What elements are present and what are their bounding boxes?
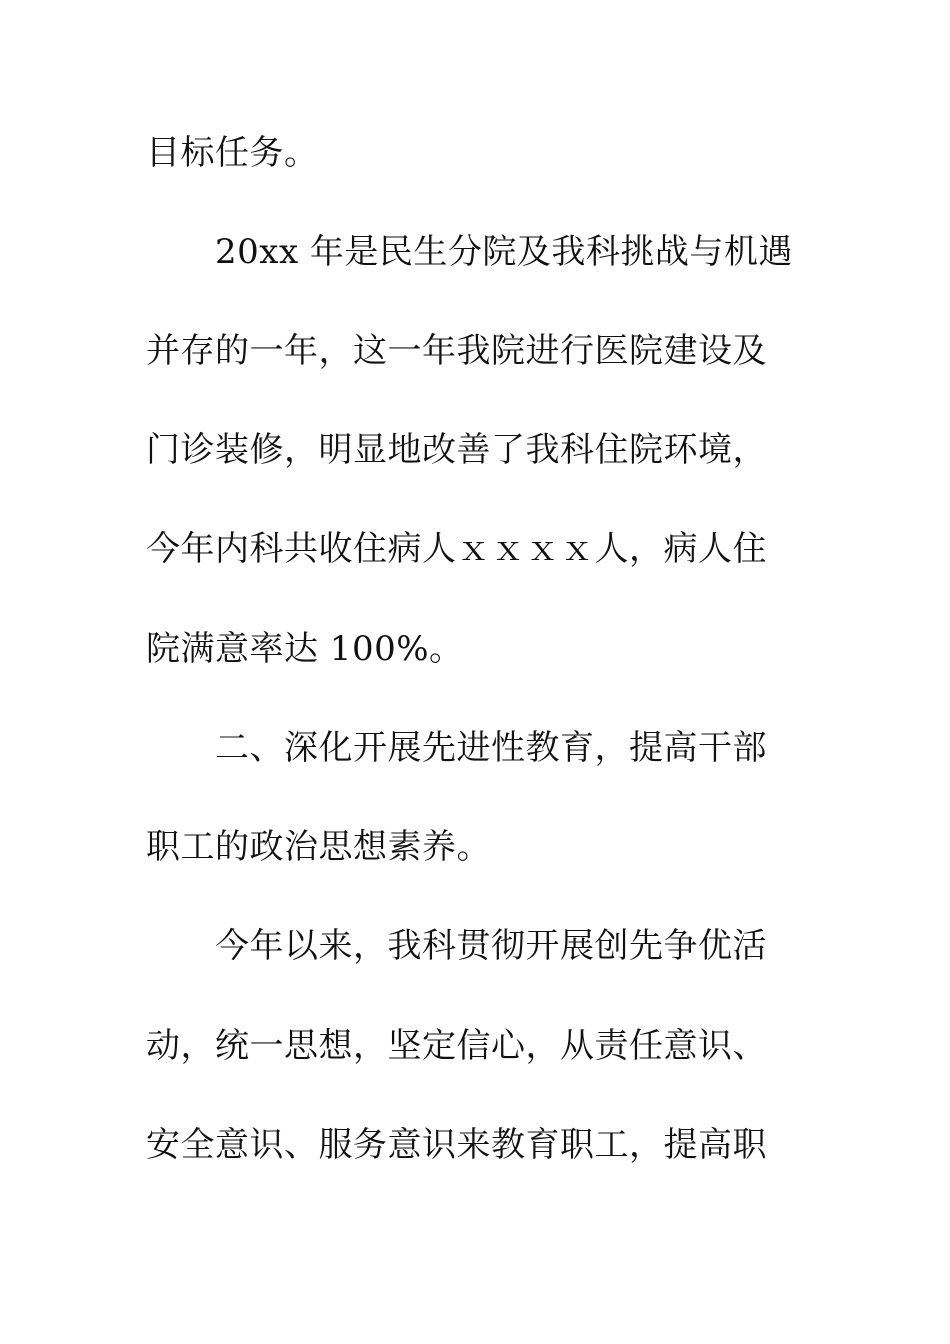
text-line: 二、深化开展先进性教育，提高干部: [215, 728, 767, 768]
text-line: 门诊装修，明显地改善了我科住院环境，: [146, 430, 767, 470]
text-line: 动，统一思想，坚定信心，从责任意识、: [146, 1026, 767, 1066]
text-line: 今年以来，我科贯彻开展创先争优活: [215, 926, 767, 966]
text-line: 今年内科共收住病人ｘｘｘｘ人，病人住: [146, 529, 767, 569]
text-line: 20xx 年是民生分院及我科挑战与机遇: [215, 232, 793, 272]
text-line: 院满意率达 100%。: [146, 629, 464, 669]
text-line: 安全意识、服务意识来教育职工，提高职: [146, 1125, 767, 1165]
text-line: 并存的一年，这一年我院进行医院建设及: [146, 331, 767, 371]
text-line: 目标任务。: [146, 133, 319, 173]
text-line: 职工的政治思想素养。: [146, 827, 491, 867]
